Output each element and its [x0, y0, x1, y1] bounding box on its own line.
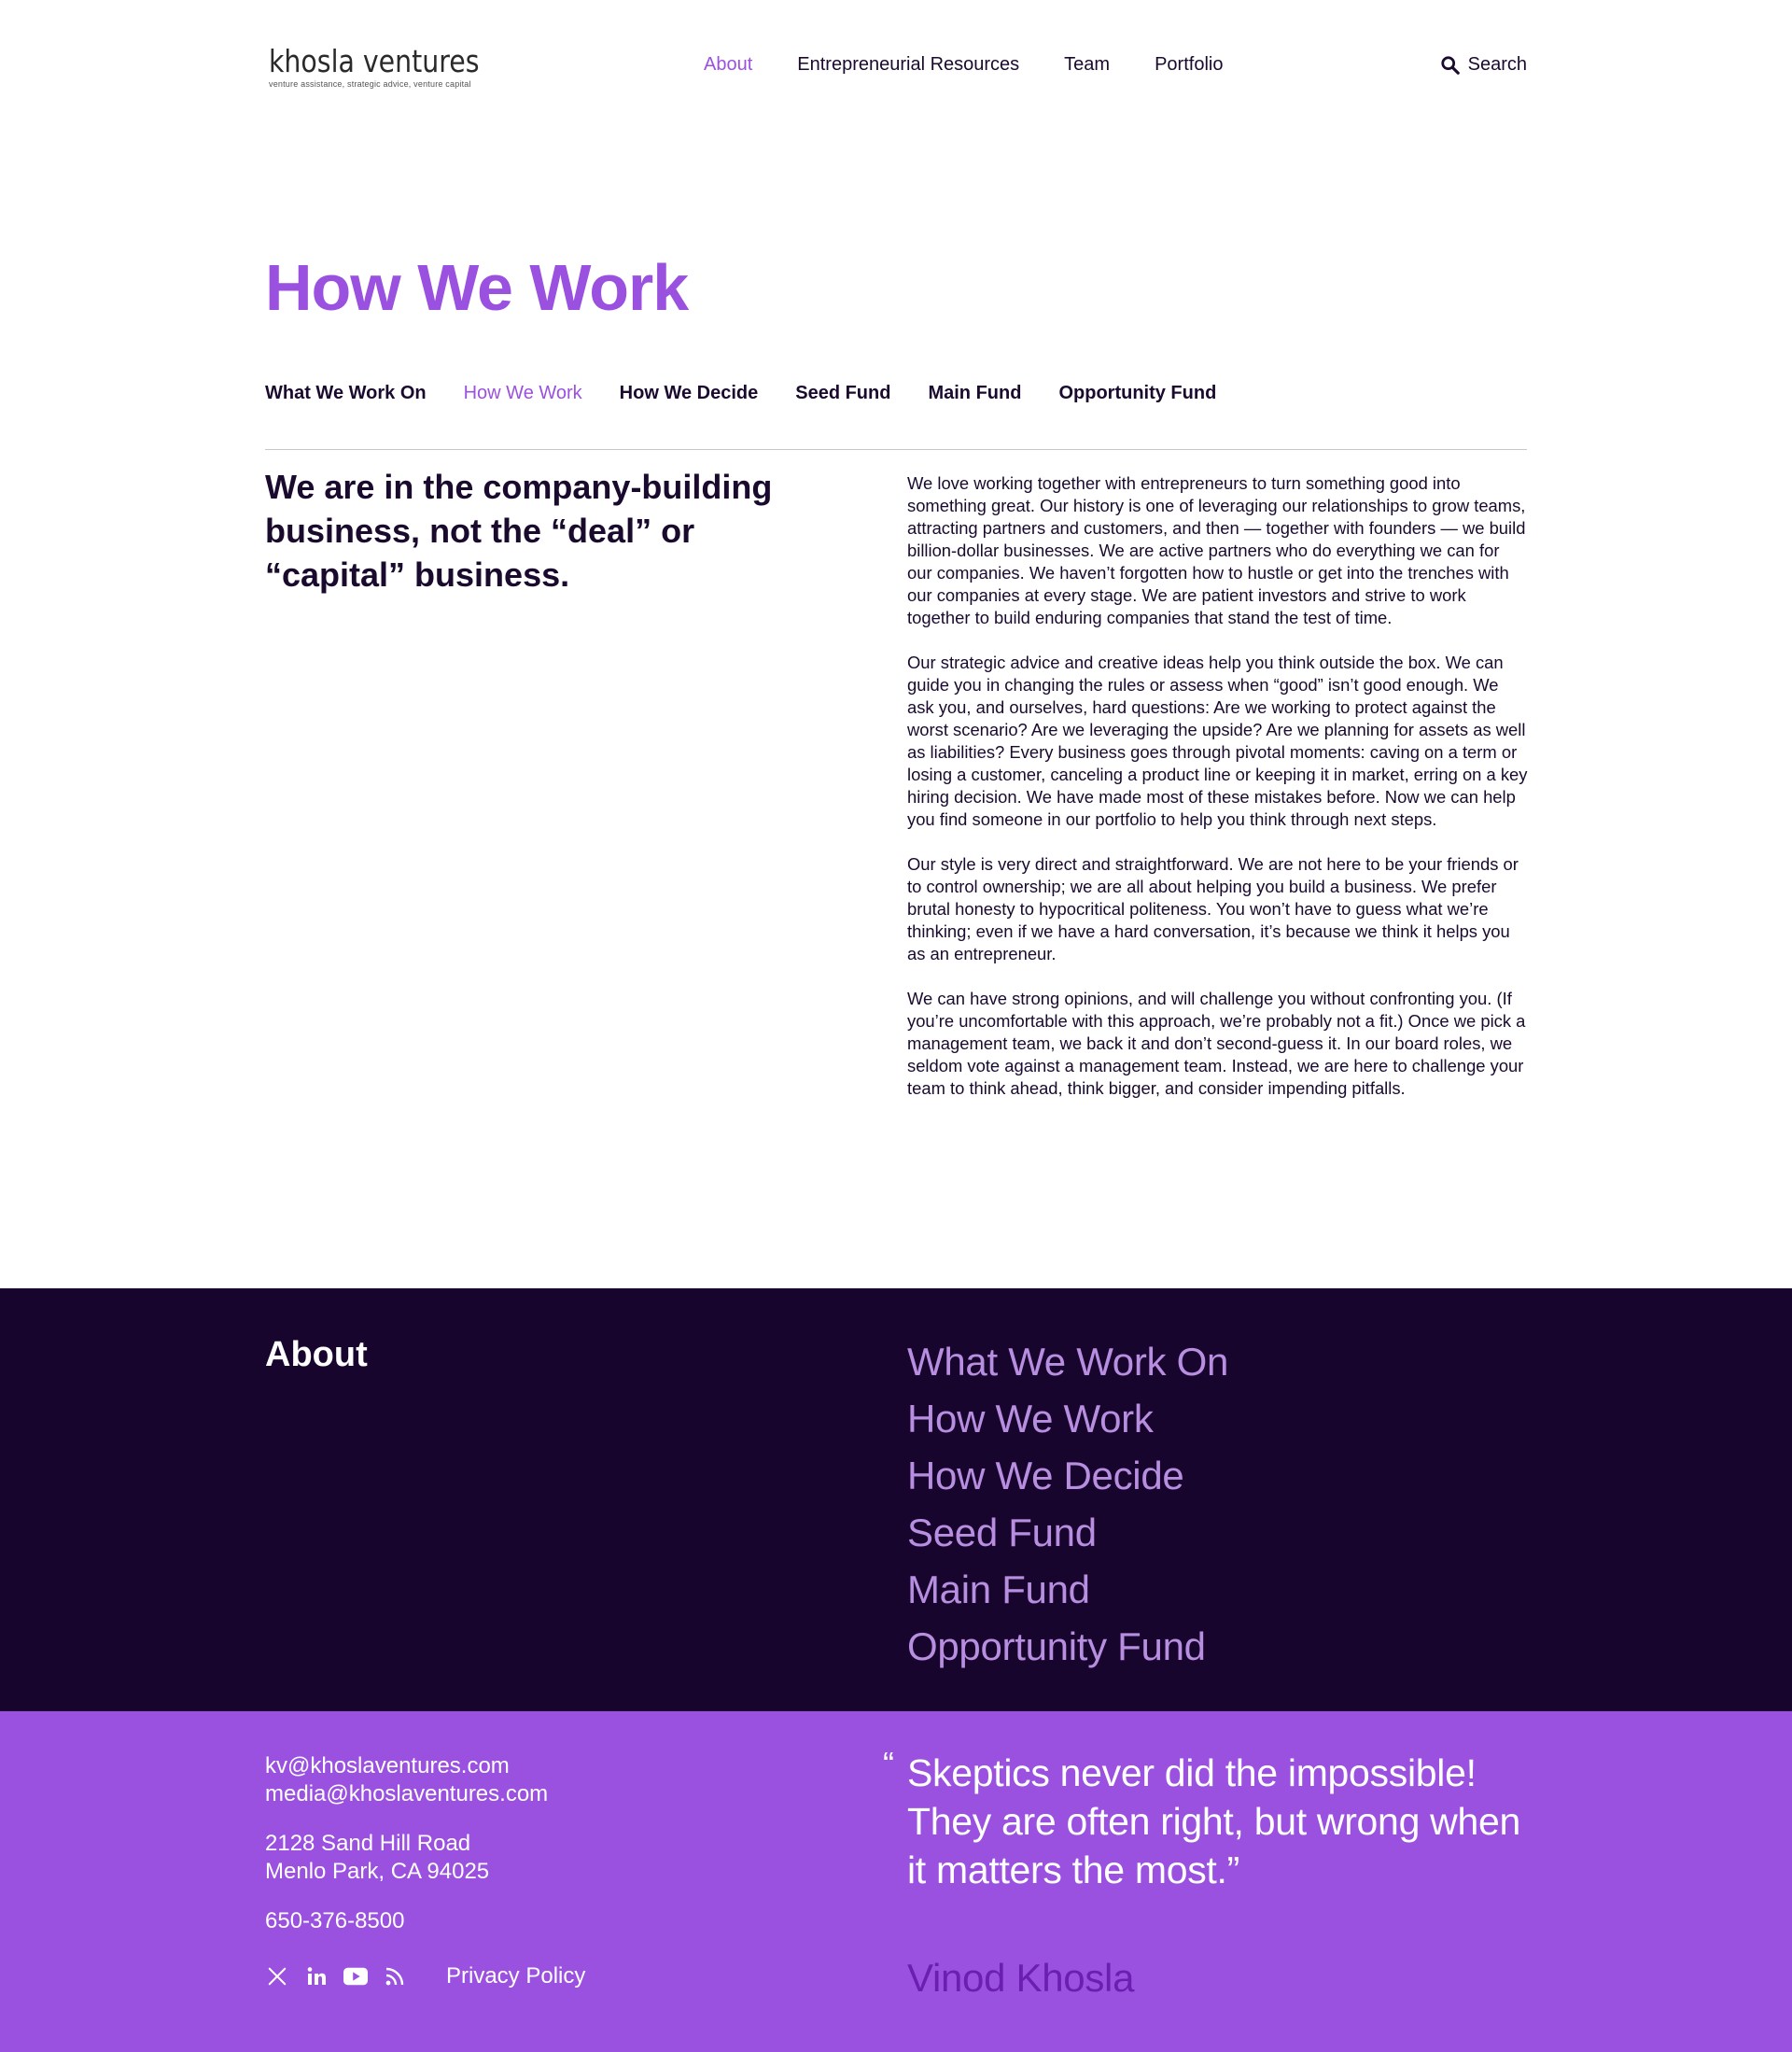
contact-info	[265, 1752, 548, 1957]
social-links	[265, 1963, 585, 1989]
paragraph-3: Our style is very direct and straightforward. We are not here to be your friends or to control ownership; we are all about helping you build a business. We prefer brutal honesty to hypocritical politeness. You won’t have to guess what we’re thinking; even if we have a hard conversation, it’s because we think it helps you as an entrepreneur.	[907, 854, 1519, 963]
nav-entrepreneurial-resources[interactable]: Entrepreneurial Resources	[797, 54, 1020, 75]
footer-title: About	[265, 1335, 368, 1374]
nav-about[interactable]: About	[704, 54, 753, 75]
site-header	[265, 0, 1527, 131]
address	[265, 1830, 548, 1886]
footer-contact-section	[0, 1711, 1792, 2052]
phone-link[interactable]: 650-376-8500	[265, 1908, 405, 1933]
footer-links	[907, 1333, 1228, 1675]
page-title: How We Work	[265, 251, 689, 324]
privacy-policy-link[interactable]: Privacy Policy	[446, 1963, 586, 1989]
search-icon	[1440, 55, 1461, 76]
rss-icon[interactable]	[383, 1964, 407, 1989]
footer-link-seed-fund[interactable]: Seed Fund	[907, 1511, 1097, 1554]
paragraph-1: We love working together with entrepreneurs to turn something good into something great. Our history is one of leveraging our relationships to grow teams, attracting partners and customers, and then — together with founders — we build billion-dollar businesses. We are active partners who do everything we can for our companies. We haven’t forgotten how to hustle or get into the trenches with our companies at every stage. We are patient investors and strive to work together to build enduring companies that stand the test of time.	[907, 473, 1526, 627]
logo[interactable]	[269, 45, 513, 89]
footer-link-opportunity-fund[interactable]: Opportunity Fund	[907, 1624, 1206, 1668]
youtube-icon[interactable]	[343, 1964, 368, 1989]
linkedin-icon[interactable]	[304, 1964, 329, 1989]
body-text	[907, 472, 1529, 1122]
subnav-opportunity-fund[interactable]: Opportunity Fund	[1058, 383, 1217, 403]
search-button[interactable]	[1440, 54, 1527, 76]
subnav-what-we-work-on[interactable]: What We Work On	[265, 383, 427, 403]
email-media-link[interactable]: media@khoslaventures.com	[265, 1781, 549, 1806]
subnav-main-fund[interactable]: Main Fund	[928, 383, 1022, 403]
nav-portfolio[interactable]: Portfolio	[1155, 54, 1224, 75]
lead-statement: We are in the company-building business, not the “deal” or “capital” business.	[265, 468, 773, 594]
footer-link-what-we-work-on[interactable]: What We Work On	[907, 1340, 1229, 1384]
footer-nav-section	[0, 1288, 1792, 1711]
address-line-1: 2128 Sand Hill Road	[265, 1831, 471, 1856]
x-icon[interactable]	[265, 1964, 289, 1989]
search-label: Search	[1467, 54, 1527, 75]
divider	[265, 449, 1527, 450]
address-line-2: Menlo Park, CA 94025	[265, 1859, 490, 1884]
paragraph-4: We can have strong opinions, and will challenge you without confronting you. (If you’re uncomfortable with this approach, we’re probably not a fit.) Once we pick a management team, we back it and don’t second-guess it. In our board roles, we seldom vote against a management team. Instead, we are here to challenge your team to think ahead, think bigger, and consider impending pitfalls.	[907, 989, 1526, 1098]
quote-mark: “	[883, 1745, 894, 1783]
nav-team[interactable]: Team	[1064, 54, 1111, 75]
logo-tagline: venture assistance, strategic advice, venture capital	[269, 79, 471, 89]
sub-nav	[265, 383, 1216, 404]
subnav-how-we-decide[interactable]: How We Decide	[619, 383, 759, 403]
quote-author: Vinod Khosla	[907, 1956, 1135, 2000]
quote-text: Skeptics never did the impossible! They are often right, but wrong when it matters the most.”	[907, 1751, 1520, 1891]
footer-link-how-we-decide[interactable]: How We Decide	[907, 1454, 1184, 1497]
main-nav	[704, 54, 1223, 76]
subnav-how-we-work[interactable]: How We Work	[463, 383, 582, 403]
email-kv-link[interactable]: kv@khoslaventures.com	[265, 1753, 510, 1778]
paragraph-2: Our strategic advice and creative ideas help you think outside the box. We can guide you in changing the rules or assess when “good” isn’t good enough. We ask you, and ourselves, hard questions: Are we working to protect against the worst scenario? Are we leveraging the upside? Are we planning for assets as well as liabilities? Every business goes through pivotal moments: caving on a term or losing a customer, canceling a product line or keeping it in market, erring on a key hiring decision. We have made most of these mistakes before. Now we can help you find someone in our portfolio to help you think through next steps.	[907, 653, 1528, 829]
footer-link-main-fund[interactable]: Main Fund	[907, 1567, 1090, 1611]
logo-name: khosla ventures	[269, 43, 480, 79]
subnav-seed-fund[interactable]: Seed Fund	[795, 383, 891, 403]
footer-link-how-we-work[interactable]: How We Work	[907, 1397, 1154, 1441]
